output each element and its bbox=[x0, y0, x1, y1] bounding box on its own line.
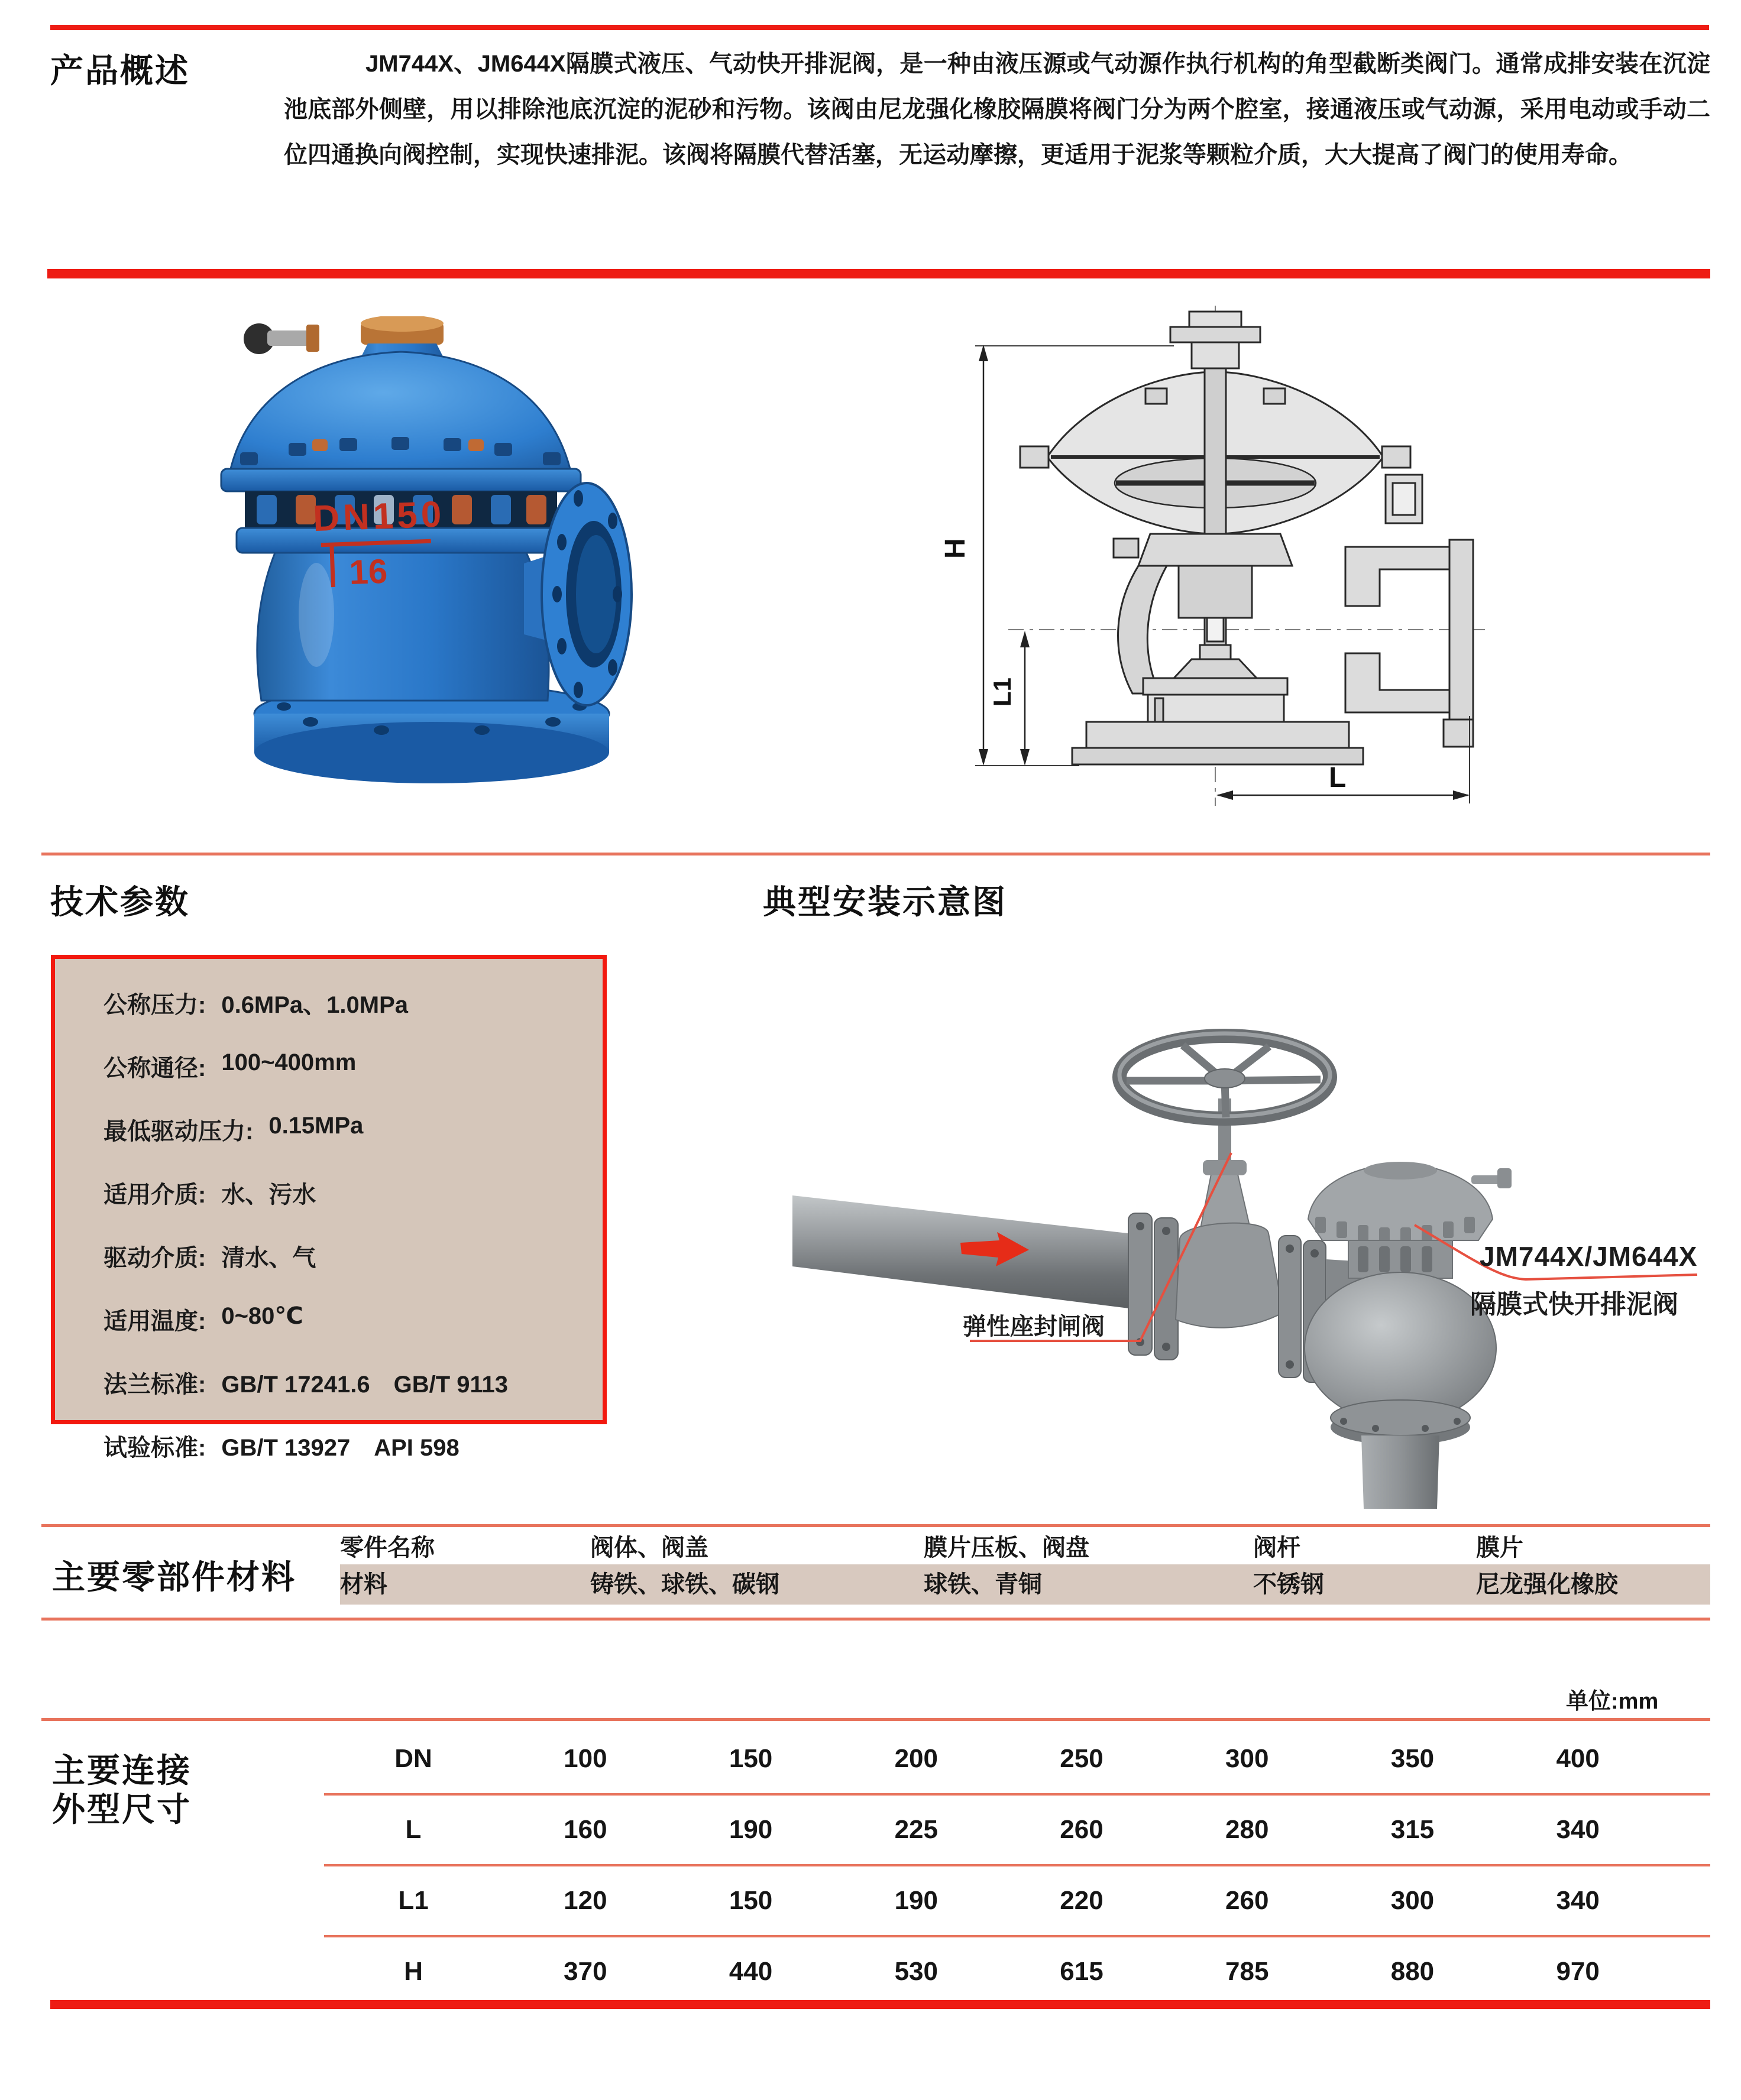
valve-marking-dn: DN150 bbox=[312, 494, 446, 540]
dim-row-label: L bbox=[405, 1815, 422, 1844]
overview-divider bbox=[47, 269, 1710, 278]
materials-material: 球铁、青铜 bbox=[924, 1571, 1042, 1597]
product-photo-illustration bbox=[195, 316, 665, 795]
sectional-drawing bbox=[937, 299, 1493, 819]
dim-cell: 190 bbox=[729, 1815, 773, 1844]
param-value: 0~80℃ bbox=[221, 1303, 303, 1329]
overview-paragraph: JM744X、JM644X隔膜式液压、气动快开排泥阀，是一种由液压源或气动源作执行机构的角型截断类阀门。通常成排安装在沉淀池底部外侧壁，用以排除池底沉淀的泥砂和污物。该阀由尼龙强化橡胶隔膜将阀门分为两个腔室，接通液压或气动源，采用电动或手动二位四通换向阀控制，实现快速排泥。该阀将隔膜代替活塞，无运动摩擦，更适用于泥浆等颗粒介质，大大提高了阀门的使用寿命。 bbox=[284, 51, 1710, 168]
dim-cell: 150 bbox=[729, 1886, 773, 1915]
valve-name-label: 隔膜式快开排泥阀 bbox=[1470, 1290, 1678, 1319]
param-value: 0.6MPa、1.0MPa bbox=[221, 992, 409, 1018]
dim-table-row bbox=[324, 1957, 1661, 1986]
dims-title-line1: 主要连接 bbox=[52, 1752, 192, 1789]
param-row bbox=[103, 1176, 508, 1210]
dim-cell: 350 bbox=[1390, 1744, 1435, 1773]
dim-cell: 340 bbox=[1556, 1886, 1600, 1915]
dim-cell: 225 bbox=[894, 1815, 938, 1844]
dim-cell: 120 bbox=[564, 1886, 607, 1915]
materials-part: 阀杆 bbox=[1253, 1535, 1300, 1561]
dim-cell: 440 bbox=[729, 1957, 773, 1986]
unit-note: 单位:mm bbox=[1566, 1689, 1659, 1714]
param-row bbox=[103, 1366, 508, 1399]
dim-cell: 970 bbox=[1556, 1957, 1600, 1986]
valve-marking-pn: 16 bbox=[348, 552, 389, 592]
dim-cell: 200 bbox=[894, 1744, 938, 1773]
dims-rule bbox=[324, 1864, 1710, 1866]
param-value: 清水、气 bbox=[221, 1245, 316, 1271]
param-label: 试验标准: bbox=[103, 1435, 206, 1461]
dim-cell: 220 bbox=[1060, 1886, 1104, 1915]
dim-label-h: H bbox=[940, 538, 971, 559]
materials-section-title: 主要零部件材料 bbox=[52, 1558, 296, 1596]
param-value: GB/T 13927 API 598 bbox=[221, 1435, 459, 1461]
dim-table-row bbox=[324, 1815, 1661, 1845]
param-row bbox=[103, 1429, 508, 1463]
param-value: 100~400mm bbox=[221, 1049, 357, 1075]
dim-cell: 615 bbox=[1060, 1957, 1104, 1986]
param-row bbox=[103, 1113, 508, 1146]
dim-table-row bbox=[324, 1744, 1661, 1774]
dim-cell: 100 bbox=[564, 1744, 607, 1773]
dim-row-label: H bbox=[404, 1957, 423, 1986]
param-value: 0.15MPa bbox=[268, 1113, 364, 1139]
materials-material: 铸铁、球铁、碳钢 bbox=[590, 1571, 779, 1597]
param-label: 适用温度: bbox=[103, 1308, 206, 1334]
materials-bottom-rule bbox=[41, 1618, 1710, 1621]
dim-cell: 315 bbox=[1390, 1815, 1435, 1844]
dim-cell: 260 bbox=[1225, 1886, 1269, 1915]
dim-cell: 190 bbox=[894, 1886, 938, 1915]
overview-title: 产品概述 bbox=[50, 52, 190, 89]
param-row bbox=[103, 1049, 508, 1083]
materials-top-rule bbox=[41, 1524, 1710, 1527]
param-row bbox=[103, 1302, 508, 1336]
materials-part: 阀体、阀盖 bbox=[590, 1535, 708, 1561]
param-label: 公称压力: bbox=[103, 992, 206, 1018]
param-label: 公称通径: bbox=[103, 1055, 206, 1081]
param-value: GB/T 17241.6 GB/T 9113 bbox=[221, 1372, 509, 1398]
dim-cell: 260 bbox=[1060, 1815, 1104, 1844]
dim-row-label: L1 bbox=[398, 1886, 429, 1915]
valve-model-label: JM744X/JM644X bbox=[1480, 1241, 1698, 1272]
tech-params-title: 技术参数 bbox=[50, 883, 190, 921]
dim-cell: 880 bbox=[1390, 1957, 1435, 1986]
materials-part: 膜片 bbox=[1476, 1535, 1523, 1561]
materials-material: 尼龙强化橡胶 bbox=[1476, 1571, 1618, 1597]
dim-label-l: L bbox=[1329, 762, 1347, 793]
materials-row-label: 材料 bbox=[340, 1571, 387, 1597]
dim-row-label: DN bbox=[394, 1744, 432, 1773]
materials-part: 膜片压板、阀盘 bbox=[924, 1535, 1089, 1561]
param-row bbox=[103, 1239, 508, 1273]
materials-material: 不锈钢 bbox=[1253, 1571, 1324, 1597]
param-row bbox=[103, 986, 508, 1020]
dim-cell: 340 bbox=[1556, 1815, 1600, 1844]
dim-cell: 400 bbox=[1556, 1744, 1600, 1773]
param-label: 法兰标准: bbox=[103, 1372, 206, 1398]
dim-table-row bbox=[324, 1886, 1661, 1916]
dims-rule bbox=[324, 1793, 1710, 1796]
dim-cell: 300 bbox=[1225, 1744, 1269, 1773]
dim-cell: 300 bbox=[1390, 1886, 1435, 1915]
param-label: 最低驱动压力: bbox=[103, 1119, 254, 1145]
dim-cell: 530 bbox=[894, 1957, 938, 1986]
dims-section-title bbox=[52, 1751, 192, 1829]
gate-valve-label: 弹性座封闸阀 bbox=[963, 1314, 1105, 1340]
dims-title-line2: 外型尺寸 bbox=[52, 1791, 192, 1828]
dim-cell: 785 bbox=[1225, 1957, 1269, 1986]
top-rule bbox=[50, 25, 1709, 30]
dim-label-l1: L1 bbox=[988, 677, 1016, 707]
param-label: 驱动介质: bbox=[103, 1245, 206, 1271]
dims-rule bbox=[324, 1935, 1710, 1937]
dims-top-rule bbox=[41, 1718, 1710, 1721]
dim-cell: 370 bbox=[564, 1957, 607, 1986]
dim-cell: 280 bbox=[1225, 1815, 1269, 1844]
installation-illustration bbox=[792, 940, 1709, 1525]
param-label: 适用介质: bbox=[103, 1182, 206, 1208]
installation-title: 典型安装示意图 bbox=[763, 883, 1007, 921]
param-value: 水、污水 bbox=[221, 1182, 316, 1208]
tech-params-panel bbox=[51, 955, 607, 1461]
dim-cell: 160 bbox=[564, 1815, 607, 1844]
dim-cell: 150 bbox=[729, 1744, 773, 1773]
mid-rule bbox=[41, 853, 1710, 855]
dim-cell: 250 bbox=[1060, 1744, 1104, 1773]
materials-header-label: 零件名称 bbox=[340, 1535, 435, 1561]
bottom-rule bbox=[50, 2000, 1710, 2009]
